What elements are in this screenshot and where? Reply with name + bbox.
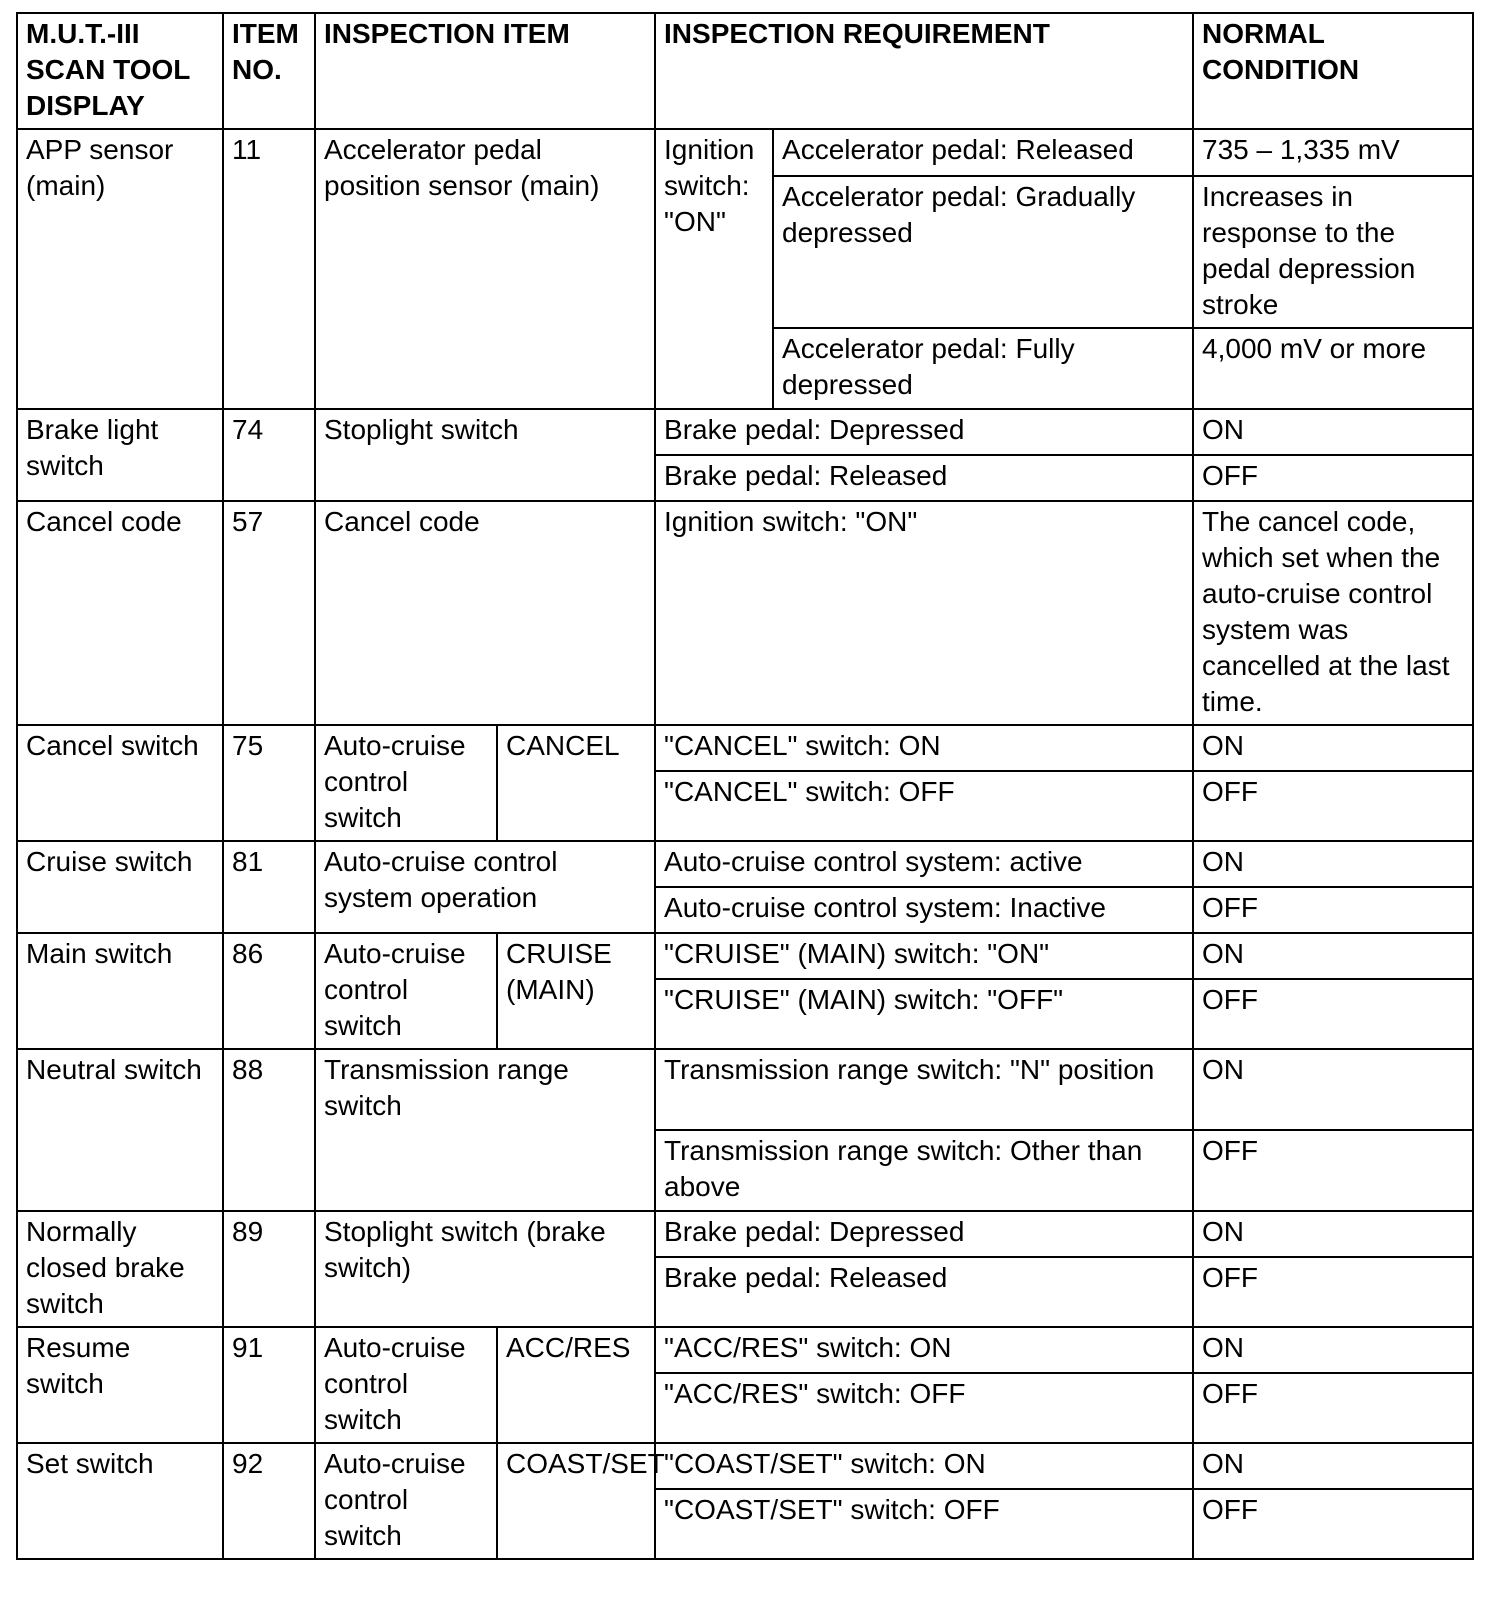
item-no-cell: 57 [223, 501, 315, 725]
requirement-cell: Brake pedal: Released [655, 1257, 1193, 1327]
item-no-cell: 88 [223, 1049, 315, 1211]
display-cell: Set switch [17, 1443, 223, 1559]
requirement-cell: "COAST/SET" switch: ON [655, 1443, 1193, 1489]
normal-cell: ON [1193, 841, 1473, 887]
item-no-cell: 91 [223, 1327, 315, 1443]
requirement-cell: "ACC/RES" switch: ON [655, 1327, 1193, 1373]
table-row [17, 1327, 1473, 1373]
table-row [17, 409, 1473, 455]
normal-cell: 4,000 mV or more [1193, 328, 1473, 409]
normal-cell: OFF [1193, 887, 1473, 933]
normal-cell: OFF [1193, 1489, 1473, 1559]
requirement-cell: Transmission range switch: "N" position [655, 1049, 1193, 1130]
inspection-item-sub-cell: ACC/RES [497, 1327, 655, 1443]
header-row [17, 13, 1473, 129]
requirement-cell: "CRUISE" (MAIN) switch: "ON" [655, 933, 1193, 979]
header-item-no: ITEM NO. [223, 13, 315, 129]
requirement-group-cell: Ignition switch: "ON" [655, 129, 773, 409]
table-row [17, 933, 1473, 979]
normal-cell: Increases in response to the pedal depression stroke [1193, 176, 1473, 328]
requirement-cell: Brake pedal: Depressed [655, 409, 1193, 455]
inspection-item-cell: Stoplight switch [315, 409, 655, 501]
table-row [17, 1211, 1473, 1257]
inspection-item-sub-cell: COAST/SET [497, 1443, 655, 1559]
header-inspection-requirement: INSPECTION REQUIREMENT [655, 13, 1193, 129]
requirement-cell: Accelerator pedal: Released [773, 129, 1193, 176]
normal-cell: The cancel code, which set when the auto-cruise control system was cancelled at the last time. [1193, 501, 1473, 725]
item-no-cell: 75 [223, 725, 315, 841]
display-cell: Cancel code [17, 501, 223, 725]
normal-cell: ON [1193, 1049, 1473, 1130]
requirement-cell: "ACC/RES" switch: OFF [655, 1373, 1193, 1443]
display-cell: Cruise switch [17, 841, 223, 933]
header-inspection-item: INSPECTION ITEM [315, 13, 655, 129]
requirement-cell: Auto-cruise control system: Inactive [655, 887, 1193, 933]
normal-cell: ON [1193, 1327, 1473, 1373]
normal-cell: OFF [1193, 979, 1473, 1049]
requirement-cell: Ignition switch: "ON" [655, 501, 1193, 725]
normal-cell: OFF [1193, 1373, 1473, 1443]
normal-cell: ON [1193, 409, 1473, 455]
inspection-item-cell: Auto-cruise control switch [315, 725, 497, 841]
inspection-item-cell: Auto-cruise control system operation [315, 841, 655, 933]
display-cell: Resume switch [17, 1327, 223, 1443]
item-no-cell: 89 [223, 1211, 315, 1327]
display-cell: Cancel switch [17, 725, 223, 841]
header-normal-condition: NORMAL CONDITION [1193, 13, 1473, 129]
inspection-item-cell: Auto-cruise control switch [315, 1327, 497, 1443]
inspection-item-sub-cell: CANCEL [497, 725, 655, 841]
table-row [17, 841, 1473, 887]
requirement-cell: "CRUISE" (MAIN) switch: "OFF" [655, 979, 1193, 1049]
display-cell: Brake light switch [17, 409, 223, 501]
inspection-item-cell: Transmission range switch [315, 1049, 655, 1211]
inspection-item-cell: Stoplight switch (brake switch) [315, 1211, 655, 1327]
requirement-cell: "CANCEL" switch: OFF [655, 771, 1193, 841]
inspection-item-cell: Cancel code [315, 501, 655, 725]
table-row [17, 1049, 1473, 1130]
inspection-item-sub-cell: CRUISE (MAIN) [497, 933, 655, 1049]
item-no-cell: 81 [223, 841, 315, 933]
requirement-cell: "CANCEL" switch: ON [655, 725, 1193, 771]
display-cell: APP sensor (main) [17, 129, 223, 409]
item-no-cell: 92 [223, 1443, 315, 1559]
table-row [17, 501, 1473, 725]
display-cell: Main switch [17, 933, 223, 1049]
normal-cell: OFF [1193, 455, 1473, 501]
inspection-item-cell: Auto-cruise control switch [315, 1443, 497, 1559]
requirement-cell: Accelerator pedal: Fully depressed [773, 328, 1193, 409]
inspection-item-cell: Auto-cruise control switch [315, 933, 497, 1049]
normal-cell: ON [1193, 933, 1473, 979]
item-no-cell: 11 [223, 129, 315, 409]
normal-cell: 735 – 1,335 mV [1193, 129, 1473, 176]
table-row [17, 1443, 1473, 1489]
requirement-cell: "COAST/SET" switch: OFF [655, 1489, 1193, 1559]
requirement-cell: Brake pedal: Depressed [655, 1211, 1193, 1257]
display-cell: Normally closed brake switch [17, 1211, 223, 1327]
normal-cell: ON [1193, 1443, 1473, 1489]
inspection-table [16, 12, 1474, 1560]
item-no-cell: 86 [223, 933, 315, 1049]
table-row [17, 129, 1473, 176]
requirement-cell: Brake pedal: Released [655, 455, 1193, 501]
header-scan-tool-display: M.U.T.-III SCAN TOOL DISPLAY [17, 13, 223, 129]
requirement-cell: Auto-cruise control system: active [655, 841, 1193, 887]
inspection-item-cell: Accelerator pedal position sensor (main) [315, 129, 655, 409]
table-row [17, 725, 1473, 771]
display-cell: Neutral switch [17, 1049, 223, 1211]
normal-cell: OFF [1193, 1257, 1473, 1327]
requirement-cell: Transmission range switch: Other than above [655, 1130, 1193, 1211]
normal-cell: ON [1193, 1211, 1473, 1257]
normal-cell: OFF [1193, 771, 1473, 841]
normal-cell: ON [1193, 725, 1473, 771]
requirement-cell: Accelerator pedal: Gradually depressed [773, 176, 1193, 328]
item-no-cell: 74 [223, 409, 315, 501]
normal-cell: OFF [1193, 1130, 1473, 1211]
